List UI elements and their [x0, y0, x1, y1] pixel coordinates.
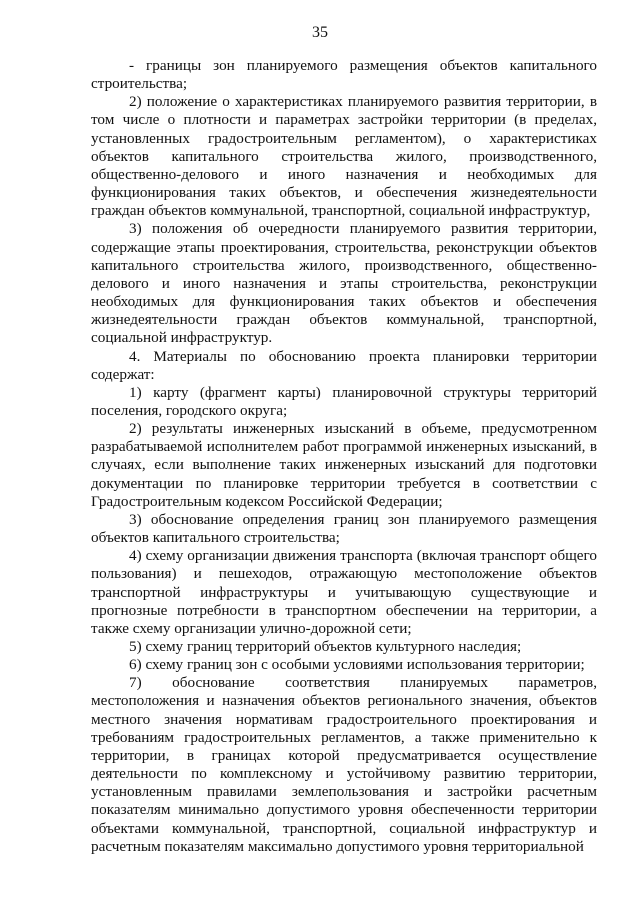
item-7-parameters-justification: 7) обоснование соответствия планируемых параметров, местоположения и назначения объектов регионального значения, объектов местного значения нормативам градостроительного проектирования и требованиям градостроительных регламентов, а также применительно к территории, в границах которой предусматривается осуществление деятельности по комплексному и устойчивому развитию территории, установленным правилами землепользования и застройки расчетным показателям минимально допустимого уровня обеспеченности территории объектами коммунальной, транспортной, социальной инфраструктур и расчетным показателям максимально допустимого уровня территориальной	[91, 674, 597, 855]
item-5-cultural-heritage-scheme: 5) схему границ территорий объектов культурного наследия;	[129, 638, 522, 655]
item-2-engineering-surveys: 2) результаты инженерных изысканий в объеме, предусмотренном разрабатываемой исполнителем работ программой инженерных изысканий, в случаях, если выполнение таких инженерных изысканий для подготовки документации по планировке территории требуется в соответствии с Градостроительным кодексом Российской Федерации;	[91, 420, 597, 510]
item-2-development-characteristics: 2) положение о характеристиках планируемого развития территории, в том числе о плотности и параметрах застройки территории (в пределах, установленных градостроительным регламентом), о характеристиках объектов капитального строительства жилого, производственного, общественно-делового и иного назначения и необходимых для функционирования таких объектов, и обеспечения жизнедеятельности граждан объектов коммунальной, транспортной, социальной инфраструктур,	[91, 93, 597, 220]
document-body	[91, 57, 597, 856]
item-3-zone-boundary-justification: 3) обоснование определения границ зон планируемого размещения объектов капитального строительства;	[91, 510, 597, 547]
item-3-development-sequence: 3) положения об очередности планируемого развития территории, содержащие этапы проектирования, строительства, реконструкции объектов капитального строительства жилого, производственного, общественно-делового и иного назначения и этапы строительства, реконструкции необходимых для функционирования таких объектов и обеспечения жизнедеятельности граждан объектов коммунальной, транспортной, социальной инфраструктур.	[91, 220, 597, 347]
page-number: 35	[312, 24, 328, 41]
list-item-zone-boundaries: - границы зон планируемого размещения объектов капитального строительства;	[91, 57, 597, 93]
item-6-special-zones-scheme: 6) схему границ зон с особыми условиями использования территории;	[129, 656, 585, 674]
item-4-traffic-scheme: 4) схему организации движения транспорта (включая транспорт общего пользования) и пешеходов, отражающую местоположение объектов транспортной инфраструктуры и учитывающую существующие и прогнозные потребности в транспортном обеспечении на территории, а также схему организации улично-дорожной сети;	[91, 547, 597, 637]
item-1-planning-structure-map: 1) карту (фрагмент карты) планировочной структуры территорий поселения, городского округа;	[91, 383, 597, 419]
section-4-justification-materials: 4. Материалы по обоснованию проекта планировки территории содержат:	[91, 347, 597, 383]
